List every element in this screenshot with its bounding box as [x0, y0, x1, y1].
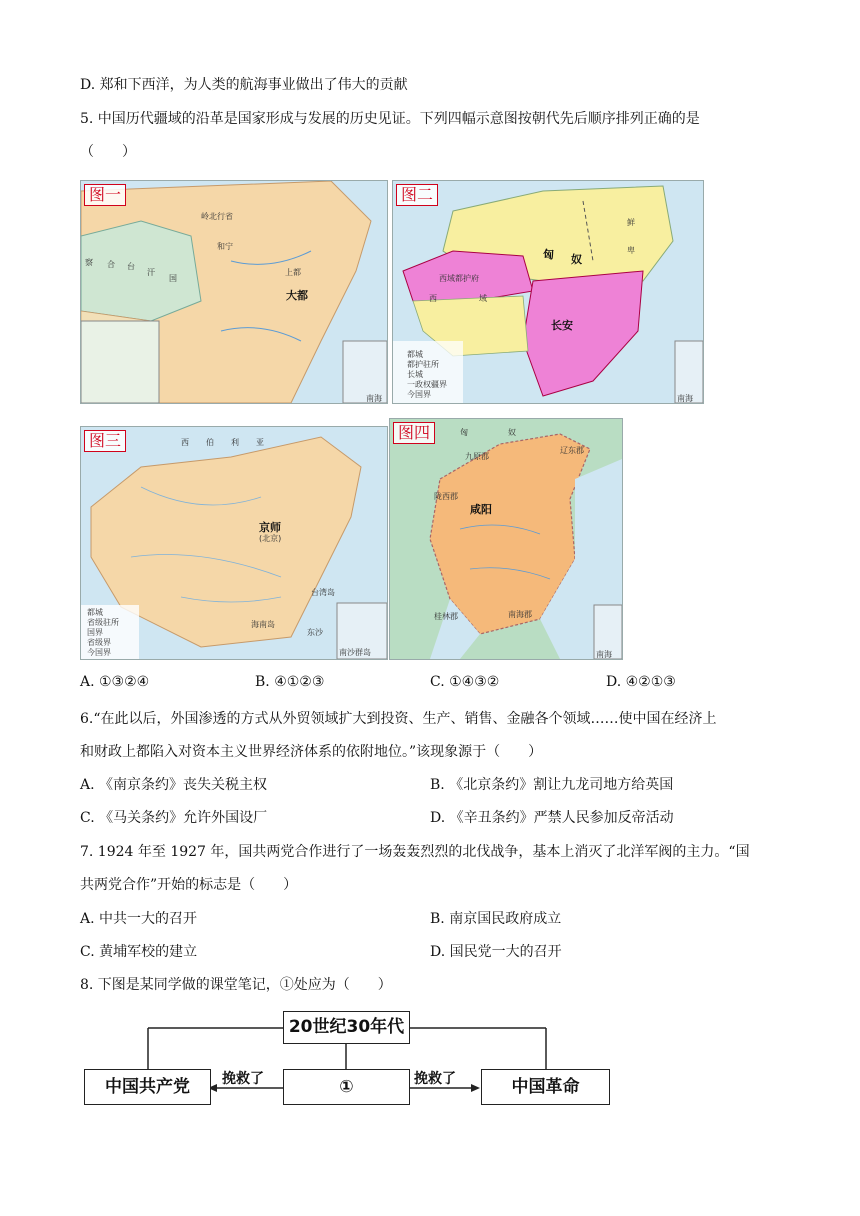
q7-option-c[interactable]: C. 黄埔军校的建立 [80, 944, 198, 960]
map-text: 岭北行省 [201, 212, 233, 221]
q7-stem-line1: 7. 1924 年至 1927 年，国共两党合作进行了一场轰轰烈烈的北伐战争，基本上消灭了北洋军阀的主力。“国 [80, 844, 750, 860]
map-text: (北京) [259, 534, 282, 543]
q5-option-a[interactable]: A. ①③②④ [80, 674, 150, 690]
q8-stem: 8. 下图是某同学做的课堂笔记，①处应为（ ） [80, 977, 392, 993]
map-text: 台 [127, 262, 135, 271]
map-text: 合 [107, 260, 115, 269]
q6-option-c[interactable]: C. 《马关条约》允许外国设厂 [80, 810, 268, 826]
q4-option-d: D. 郑和下西洋，为人类的航海事业做出了伟大的贡献 [80, 77, 408, 93]
map-2-label: 图二 [396, 184, 438, 206]
map-text: 省级界 [87, 638, 111, 647]
map-text: 西 [429, 294, 437, 303]
map-text: 长城 [407, 370, 423, 379]
q6-stem-line1: 6.“在此以后，外国渗透的方式从外贸领域扩大到投资、生产、销售、金融各个领域……使中国在经济上 [80, 711, 717, 727]
map-text: 察 [85, 258, 93, 267]
map-2-graphic [393, 181, 703, 403]
map-text: 卑 [627, 246, 635, 255]
map-1 [80, 180, 388, 404]
map-text: 今国界 [407, 390, 431, 399]
map-text: 都城 [87, 608, 103, 617]
map-text: 京师 [259, 521, 281, 534]
map-text: 南沙群岛 [339, 648, 371, 657]
map-text: 南海 [366, 394, 382, 403]
diagram-top-box: 20世纪30年代 [283, 1011, 410, 1044]
map-4 [389, 418, 623, 660]
map-text: 西 [181, 438, 189, 447]
map-1-graphic [81, 181, 387, 403]
map-text: 桂林郡 [434, 612, 458, 621]
map-text: 国界 [87, 628, 103, 637]
map-text: 台湾岛 [311, 588, 335, 597]
q7-option-b[interactable]: B. 南京国民政府成立 [430, 911, 562, 927]
map-3-label: 图三 [84, 430, 126, 452]
q5-option-d[interactable]: D. ④②①③ [606, 674, 676, 690]
map-text: 匈 [543, 248, 554, 261]
map-text: 国 [169, 274, 177, 283]
diagram-right-box: 中国革命 [481, 1069, 610, 1105]
map-text: 陇西郡 [434, 492, 458, 501]
map-text: 鲜 [627, 218, 635, 227]
map-text: 省级驻所 [87, 618, 119, 627]
map-text: 都城 [407, 350, 423, 359]
map-text: 域 [479, 294, 487, 303]
diagram-left-box: 中国共产党 [84, 1069, 211, 1105]
map-1-label: 图一 [84, 184, 126, 206]
map-text: 南海 [677, 394, 693, 403]
map-text: 辽东郡 [560, 446, 584, 455]
map-text: 九原郡 [465, 452, 489, 461]
map-text: 今国界 [87, 648, 111, 657]
diagram-center-box: ① [283, 1069, 410, 1105]
q6-option-d[interactable]: D. 《辛丑条约》严禁人民参加反帝活动 [430, 810, 674, 826]
map-text: 海南岛 [251, 620, 275, 629]
map-text: 南海 [596, 650, 612, 659]
q5-paren: （ ） [80, 144, 136, 160]
map-text: 一政权疆界 [407, 380, 447, 389]
map-3-graphic [81, 427, 387, 659]
map-2 [392, 180, 704, 404]
map-text: 咸阳 [470, 503, 492, 516]
map-text: 匈 [460, 428, 468, 437]
map-text: 亚 [256, 438, 264, 447]
map-text: 上都 [285, 268, 301, 277]
q6-stem-line2: 和财政上都陷入对资本主义世界经济体系的依附地位。”该现象源于（ ） [80, 744, 543, 760]
map-4-label: 图四 [393, 422, 435, 444]
map-text: 南海郡 [508, 610, 532, 619]
q6-option-a[interactable]: A. 《南京条约》丧失关税主权 [80, 777, 268, 793]
map-3 [80, 426, 388, 660]
map-text: 奴 [571, 253, 582, 266]
map-text: 都护驻所 [407, 360, 439, 369]
q5-option-c[interactable]: C. ①④③② [430, 674, 500, 690]
map-text: 长安 [551, 319, 573, 332]
q8-diagram [80, 1008, 620, 1108]
map-text: 西域都护府 [439, 274, 479, 283]
map-text: 汗 [147, 268, 155, 277]
q5-option-b[interactable]: B. ④①②③ [255, 674, 325, 690]
q6-option-b[interactable]: B. 《北京条约》割让九龙司地方给英国 [430, 777, 674, 793]
q5-stem: 5. 中国历代疆域的沿革是国家形成与发展的历史见证。下列四幅示意图按朝代先后顺序排列正确的是 [80, 111, 700, 127]
q7-option-a[interactable]: A. 中共一大的召开 [80, 911, 198, 927]
map-text: 伯 [206, 438, 214, 447]
map-text: 利 [231, 438, 239, 447]
map-text: 奴 [508, 428, 516, 437]
diagram-arrow-right-label: 挽救了 [414, 1071, 456, 1087]
diagram-arrow-left-label: 挽救了 [222, 1071, 264, 1087]
map-text: 大都 [286, 289, 308, 302]
q7-option-d[interactable]: D. 国民党一大的召开 [430, 944, 562, 960]
q7-stem-line2: 共两党合作”开始的标志是（ ） [80, 877, 298, 893]
map-text: 和宁 [217, 242, 233, 251]
map-4-graphic [390, 419, 622, 659]
map-text: 东沙 [307, 628, 323, 637]
